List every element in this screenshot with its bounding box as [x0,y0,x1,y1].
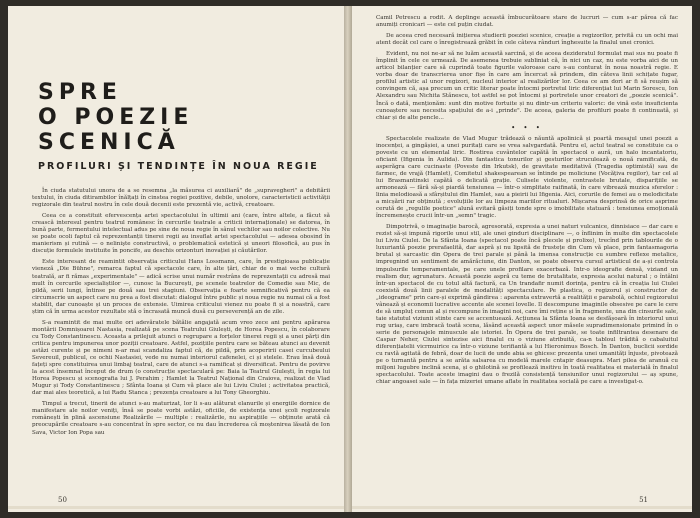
paragraph: Este interesant de reamintit observația criticului Hans Lossmann, care, în prestigioasa publicație vieneză „Die Bühne", remarca faptul că spectacole care, în alte țări, chiar de o mai veche cultură teatrală, ar fi rămas „experimentale" — adică scrise unui număr restrâns de reprezentații cu adresă mai mult în cercurile specialiștilor —, cunosc la București, pe scenele teatrelor de Comedie sau Mic, de pildă, serii lungi, întinse pe două sau trei stagiuni. Observația e foarte semnificativă pentru că ea circumscrie un aspect care nu prea a fost discutat: dialogul între public și noua regie nu numai că a fost stabilit, dar cunoaște și un proces de extensie. Uimirea criticului vienez nu poate fi și a noastră, care știm că în urma acestor rezultate stă o încrasată muncă dusă cu perseverență an de zile. [32,259,330,315]
left-page [8,6,344,512]
page-edge [8,506,344,509]
page-number-left: 50 [58,496,67,504]
book-gutter [344,6,352,512]
paragraph: Camil Petrescu a rodit. A deplinge această îmbucurătoare stare de lucruri — cum s-ar părea că fac anumiți cronicari — este cel puțin ciudat. [376,15,678,29]
title-line-1: SPRE [38,80,122,105]
section-separator: • • • [511,123,543,132]
page-number-right: 51 [639,496,648,504]
page-edge [352,506,692,509]
paragraph: Evident, nu noi ne-ar să ne luăm această sarcină, și de aceea dezideratul formulat mai sus nu poate fi împlinit în cele ce urmează. De asemenea trebuie subliniat că, în nici un caz, nu este vorba aici de un articol bilanțier care să cuprindă toate figurile valoroase care s-au conturat în noua noastră regie. E vorba doar de transcrierea unor fișe în care am încercat să prindem, din câteva linii schițate fugar, profilul artistic al unor regizori, nucleul interior al realizărilor lor. Ceea ce am dori ar fi să reușim să convingem că, așa precum un critic literar poate întocmi portretul liric diferențiat lui Marin Sorescu, Ion Alexandru sau Nichita Stănescu, tot astfel se pot întocmi și portretele unor creatori de „poezie scenică". Încă o dată, menționăm: sunt din motive fortuite și nu dintr-un criteriu valoric: de vină este insuficienta cunoaștere sau necesita spațiului de a-i „prinde". De aceea, galeria de profiluri poate fi continuată, și chiar și de alte pencle... [376,51,678,121]
paragraph: Spectacolele realizate de Vlad Mugur trădează o năuntă apolinică și poartă mesajul unei poezii a inocenței, a gingășiei, a unei puritați care se vrea salvgardată. Pentru el, actul teatral se constituie ca o poveste cu un elemental liric. Rostirea cuvântelor capătă în spectacol o aură, un halo incantatoriu, oficiant (Ifigenia în Aulida). Din fantastica tonurilor și gesturilor struculează o nouă ramificată, de asperăgra care cucinaste (Povestе din Irkutsk), de gravitate meditativă (Tragedia optimistă) sau de farmec, de vrajă (Hamlet), Comitetul shakespearean se întinde pe moliciune (Vocățiva regilor), tar cel al lui Brasmantinski capătă o delicată grație. Culisele violente, contrastele brutale, disparițiile se armonează — fără să-și piardă tensiunea — într-o simplitate raifinată, în care vibrează muzica sferelor : linia melodioasă a sfârșitului din Hamlet, sau a pieirii lui Ifigenia. Aici, corurile de femei au o melodicitate a micșării rar obținută ; evoluțiile lor au limpeza mariilor ritualuri. Mișcarea desprinsă de orice asprime cerută de „regulile poetice" alună evitară găsiți tonde spre o imobilitate statuară : tensiunea emoțională încremenește crucii într-un „semn" tragic. [376,135,678,220]
paragraph: Ceea ce a constituit efervescența artei spectacolului în ultimii ani (care, între altele, a făcut să crească interesul pentru teatrul românesc în cercurile teatrale a criticii internaționale) se datorea, în bună parte, fermentului intelectual adus pe sine de noua regie în sânul vechilor sau noilor colective. Nu se poate ocoli faptul că reprezentanții tinerei regii au insuflat artei spectacolului — adesea obosind în manierism și rutină — o nelinişte constructivă, o problematică estetică și uneori filosofică, au pus în discuție formulele instituite în poncife, au deschis orizonturi inovației și căutărilor. [32,213,330,255]
paragraph: În ciuda statutului unora de a se resemna „la măsurea ci auxiliară" de „supravegheri" a debitării textului, în ciuda ditirambilor înălțați în cinstea regiei pozitive, debile, unolore, caracteristicii activității regizorale din teatrul nostru în cele două decenii este prezentă vie, activă, creatoare. [32,188,330,209]
paragraph: De aceea cred necesară inițierea studierii poeziei scenice, creație a regizorilor, privită cu un ochi mai atent decât cel care o înregistrează grăbit în cele câteva rânduri înghesuite la finalul unei cronici. [376,33,678,47]
right-page-body [376,15,678,386]
article-title [38,80,330,155]
paragraph: S-a reamintit de mai multe ori adevăratele bătălie angajată acum vreo zece ani pentru apărarea montării Domnișoarei Nastasia, realizată pe scena Teatrului Giulești, de Horea Popescu, în colaborare cu Tody Constantinescu. Aceasta a prilejuit atunci o regrupare a forțelor tinerei regii și a unei părți din critica pentru impunerea unor poziții creatoare. Astfel, pozițiile pentru care se băteau atunci au devenit astăzi curente și pe nimeni n-ar mai scandaliza faptul că, de pildă, prin acoperirii casei curcubeului Severeuil, publicul, ce ochii Nastasiei, vede nu numai interiorul cafenelei, ci și stelele. Erau însă două fațeți spre constituirea unui limbaj teatral, care de atunci s-a ramificat și diversificat. Pentru de povirve la acest însemnat început de drum (o construcție spectaculară pe: Baia la Teatrul Giulești, în regia lui Horea Popescu și scenografia lui J. Perahim ; Hamlet la Teatrul Național din Craiova, realizat de Vlad Mugur și Tody Constantinescu ; Sfânta Ioana și Cum vă place ale lui Liviu Ciulei ; activitatea practică, dar mai ales teoretică, a lui Radu Stanca ; prezența creatoare a lui Tony Gheorghiu. [32,319,330,397]
paragraph: Timpul a trecut, tinerii de atunci s-au maturizat, lor li s-au alăturat elanurile și energiile dornice de manifestare ale noilor veniți, însă se poate vorbi astăzi, oficiile, de existența unei școli regizorale românești în plină ascensiune Realizările — multiple : realizările, nu aspirațiile — obținute arată că preocupările creatoare s-au concentrat în spre sector, ce nu dau încrederea că moștenirea lăsată de Ion Sava, Victor Ion Popa sau [32,401,330,436]
left-page-body [32,188,330,437]
article-subtitle: PROFILURI ȘI TENDINȚE ÎN NOUA REGIE [38,161,319,172]
title-line-2: O POEZIE SCENICĂ [38,105,194,155]
paragraph: Dimpotrivă, o imaginație barocă, agresorată, expresia a unei naturi vulcanice, dinnisiace — dar care e rezist să-și impună rigorile unui stil, ale unei ginduri disciplinare —, o înflinim în multe din spectacolele lui Liviu Ciulei. De la Sfânta Ioana (spectacol poate încă plecele și prolixe), trecînd prin tablourile de o luxuriantă poezie prerafaelită, dar aspră și nu lipsită de frustețe din Cum vă place, prin fantasmagoria brutal și sarcastic din Opera de trei parale și până la imensa construcție cu sumbre reflexe metalice, impregnind un sentiment de amărăciune, din Danton, se poate observa cursul artisticul de a-și controla impulsurile temperamentale, pe care unele profilare exacerbază. Intr-o ideografie densă, viziand un realism dur, agrunaturs. Această poezie aspră cu teme de brutalitate, expresia acelui natural ; o întâlni într-un spectacol de cu totul altă factură, ca Un trandafir numit dorința, pentru că în creația lui Ciulei coexistă două linii paralele de modalități spectaculare. Pe plastica, o regizorul și constructor de „ideograme" prin care-și exprimă gândirea : aparenta extravertă a realității e parabolă, ochiul regizorului vânează și economii lucrative accente ale scenei lovelle. Il descompune imaginile obsesive pe care le cere de să umpluț comun al și recompune în imagini noi, care îmi reține și în fragmente, una din cinsurile sale, taie statutul viziunii stinte care se accentuează. Acțiunea la Sfânta Ioana se desfășoară în interiorul unui rug uriaș, care imbracă toată scena, lăsând această aspect unor măsele supradimensionate primind în o serie de personajele minuscule ale istoriei. În Opera de trei parale, se toate infiltrantea desenare de Caspar Neher, Ciulei sintezise aici finalul cu o viziune atribuită, ca-n tabloul trădită o cabaluitul diferențiatelii vicrmuirice ca într-o viziune terifiantă a lui Hieronimus Bosch. În Danton, buclicii sordide cu ravlă agitată de febră, doar de lucii de unde abia se ghicesc prezenta unei umanități înjuste, pivotează pe o turnantă pentru a se arăta salsarea cu modelă marele cntapir deasupra. Mari pilea de aranuă cu miljoni lugubre inclină scena, și o ghilotină se profilează insitivu în toată realitatea ei materială în finalul spectacolului. Toate aceste imagini dau o frezilă consistență tensiunilor unui regizorului — aș spune, chiar angoasei sale — în fața mizeriei umane aflate în realitatea socială pe care a investigat-o. [376,224,678,386]
right-page [352,6,692,512]
